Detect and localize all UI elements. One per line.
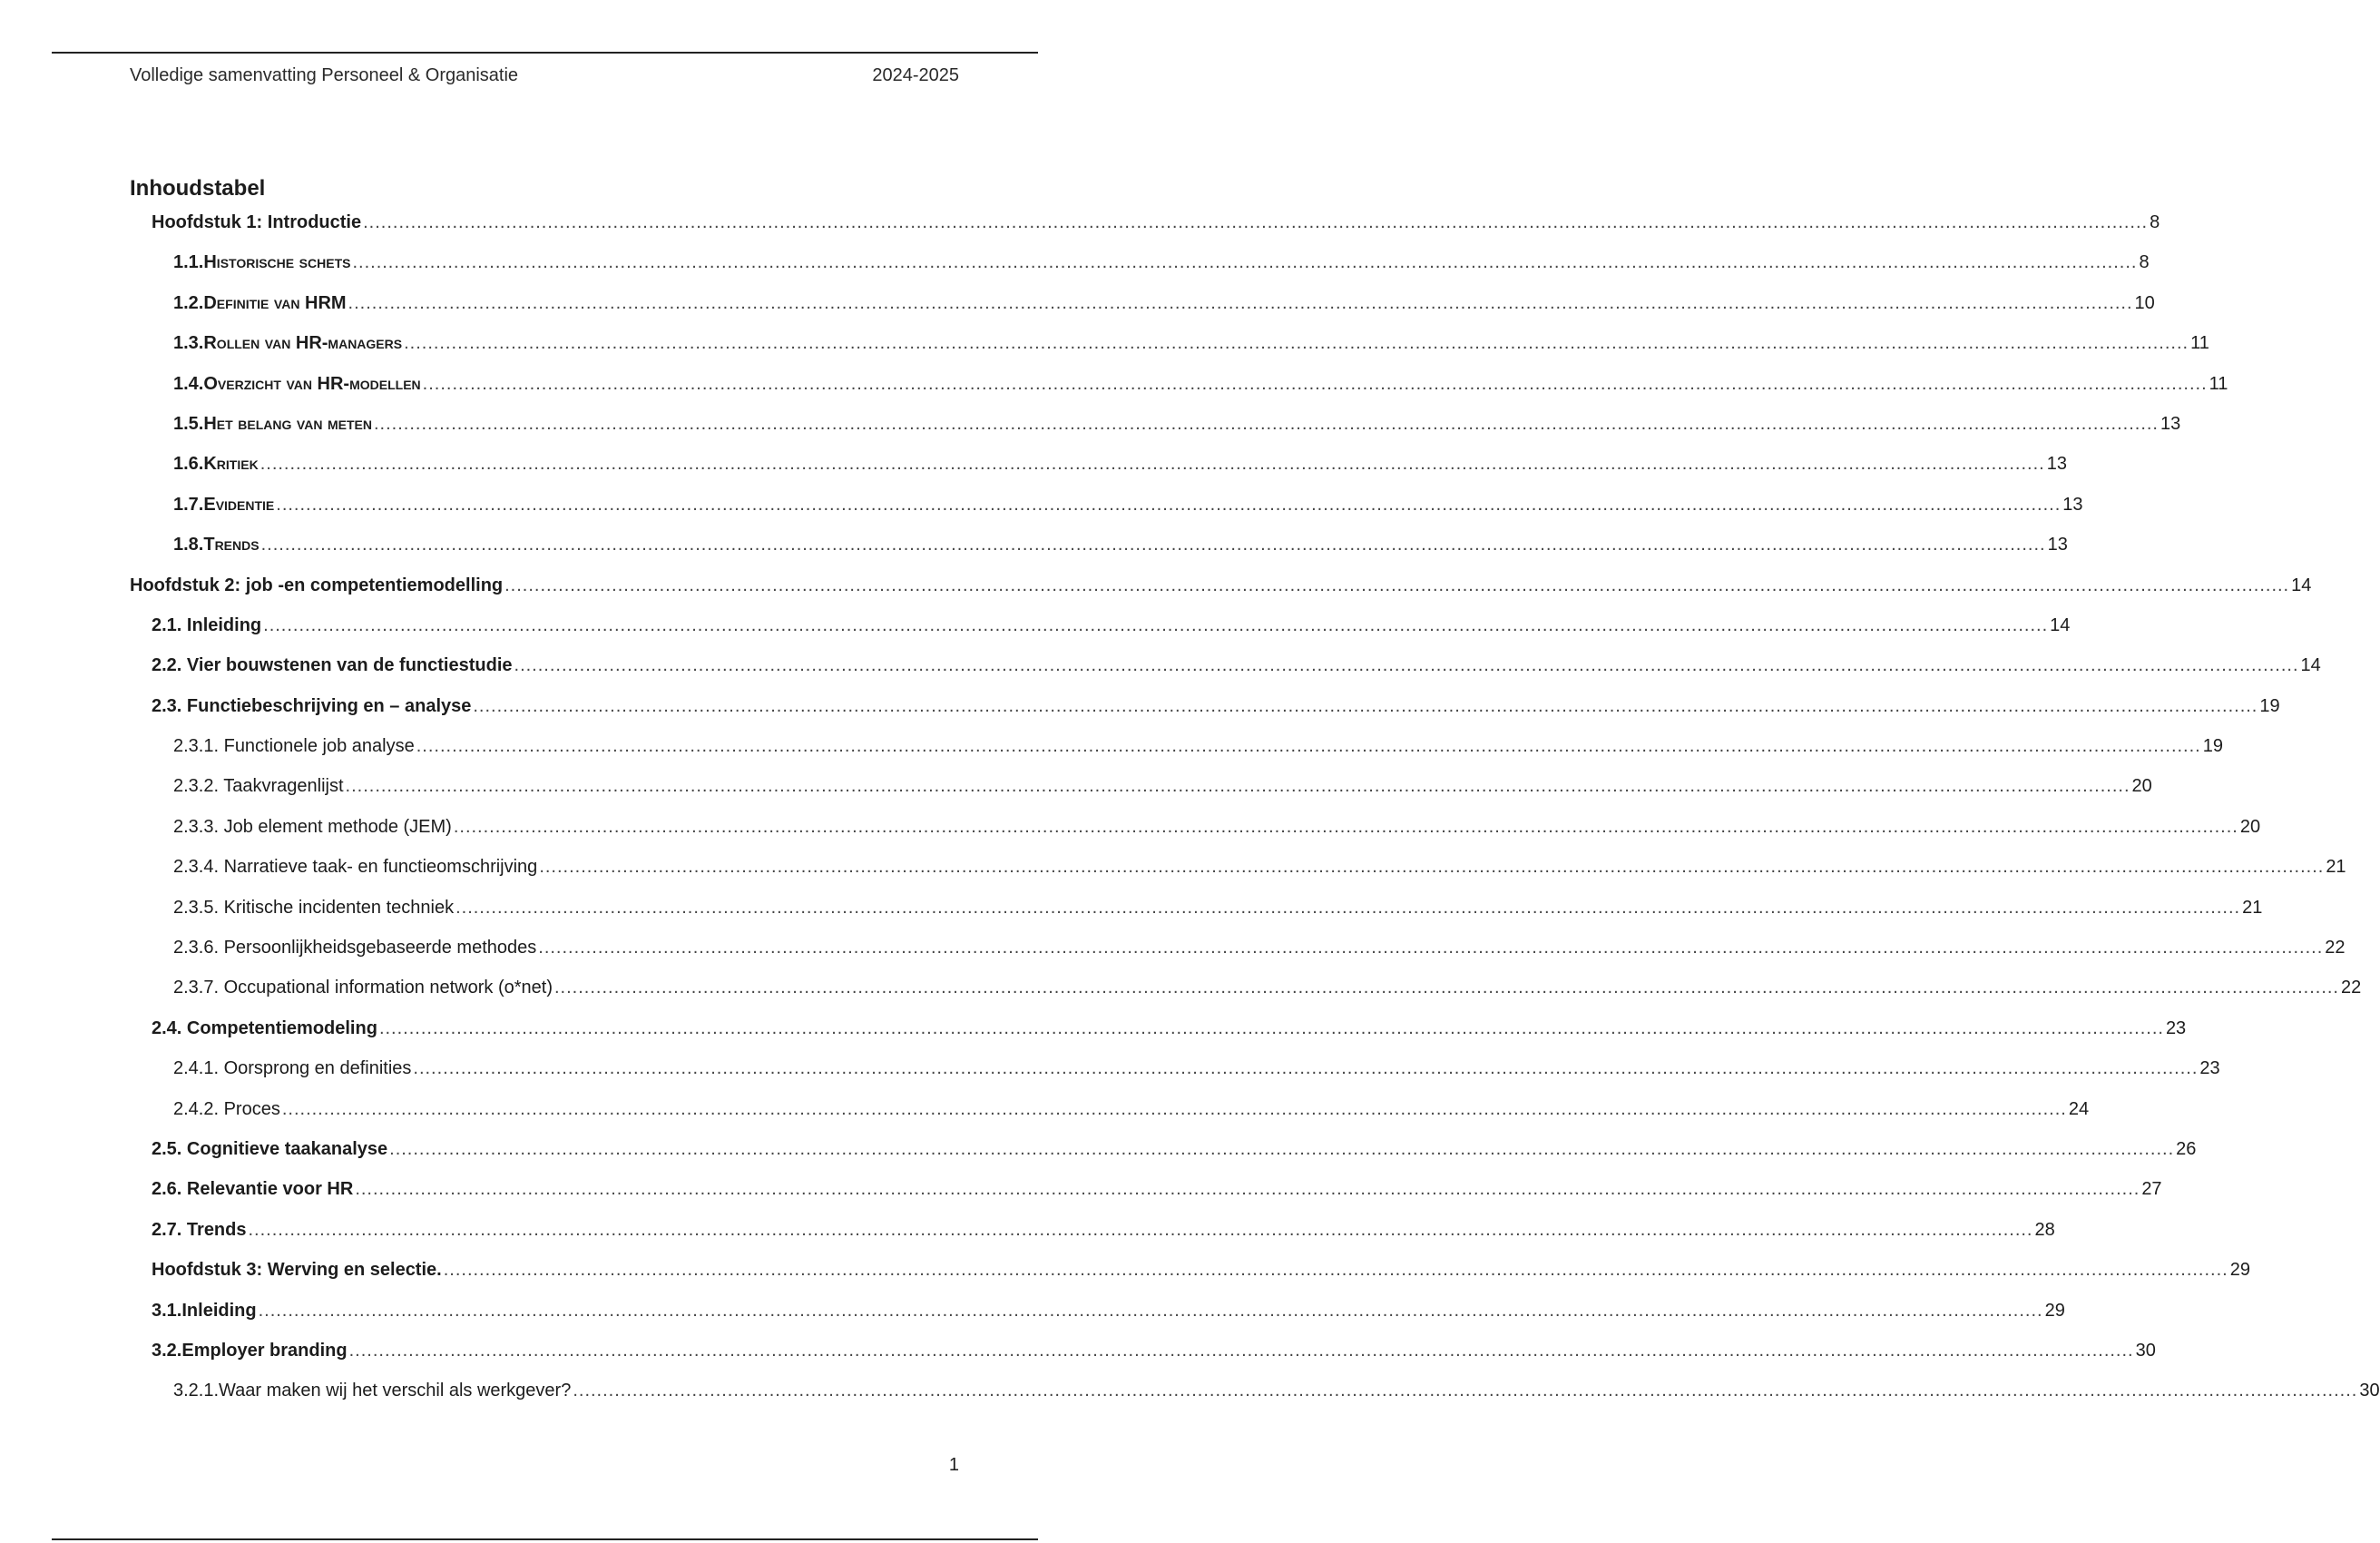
toc-entry-page: 29 [2044, 1300, 2065, 1321]
toc-entry-label: Evidentie [203, 494, 275, 515]
toc-entry-page: 30 [2135, 1340, 2156, 1361]
toc-dot-leader: ............................................................................................................................................................................................................................................................................................................ [374, 413, 2159, 434]
toc-entry-label: 2.2. Vier bouwstenen van de functiestudie [152, 655, 513, 676]
toc-entry-number: 1.6. [173, 454, 204, 475]
toc-entry[interactable] [0, 973, 2362, 1013]
toc-dot-leader: ............................................................................................................................................................................................................................................................................................................ [443, 1260, 2228, 1281]
toc-entry-page: 11 [2209, 373, 2228, 394]
toc-entry-page: 13 [2062, 494, 2083, 515]
toc-entry-label: 2.4. Competentiemodeling [152, 1017, 377, 1038]
toc-entry-page: 10 [2134, 292, 2155, 313]
toc-entry-label: Trends [203, 535, 260, 555]
toc-entry-label: 2.4.2. Proces [173, 1098, 280, 1119]
toc-entry[interactable] [0, 329, 2209, 369]
toc-entry[interactable] [0, 812, 2261, 852]
toc-entry[interactable] [0, 1336, 2156, 1376]
toc-dot-leader: ............................................................................................................................................................................................................................................................................................................ [416, 736, 2201, 757]
toc-dot-leader: ............................................................................................................................................................................................................................................................................................................ [348, 292, 2133, 313]
toc-entry-label: 2.3.7. Occupational information network (o*net) [173, 978, 553, 998]
toc-entry[interactable] [0, 208, 2160, 248]
toc-dot-leader: ............................................................................................................................................................................................................................................................................................................ [276, 494, 2062, 515]
toc-entry-number: 1.7. [173, 494, 204, 515]
toc-entry[interactable] [0, 1095, 2090, 1135]
toc-entry-number: 1.3. [173, 333, 204, 354]
toc-entry-label: Het belang van meten [203, 413, 372, 434]
toc-entry-page: 13 [2046, 454, 2067, 475]
toc-dot-leader: ............................................................................................................................................................................................................................................................................................................ [404, 333, 2189, 354]
toc-entry-page: 14 [2050, 614, 2071, 635]
toc-entry-label: Inleiding [181, 1300, 257, 1321]
toc-entry[interactable] [0, 1215, 2055, 1255]
toc-entry-number: 1.5. [173, 413, 204, 434]
toc-entry-label: Rollen van HR-managers [203, 333, 403, 354]
page-header [130, 65, 959, 86]
toc-entry-page: 8 [2150, 212, 2160, 232]
toc-entry-page: 21 [2242, 897, 2263, 918]
toc-dot-leader: ............................................................................................................................................................................................................................................................................................................ [554, 978, 2339, 998]
toc-title: Inhoudstabel [130, 176, 266, 201]
toc-entry-page: 24 [2068, 1098, 2090, 1119]
toc-entry-page: 14 [2291, 575, 2312, 595]
toc-entry[interactable] [0, 1376, 2380, 1416]
toc-dot-leader: ............................................................................................................................................................................................................................................................................................................ [453, 816, 2238, 837]
header-rule [52, 52, 1038, 54]
toc-entry-label: 2.1. Inleiding [152, 614, 262, 635]
toc-entry-page: 19 [2259, 695, 2280, 716]
toc-entry-label: Waar maken wij het verschil als werkgever? [219, 1381, 572, 1401]
toc-entry-page: 30 [2359, 1381, 2380, 1401]
toc-entry-label: 2.3.3. Job element methode (JEM) [173, 816, 452, 837]
toc-dot-leader: ............................................................................................................................................................................................................................................................................................................ [363, 212, 2149, 232]
toc-entry-page: 19 [2202, 736, 2223, 757]
toc-dot-leader: ............................................................................................................................................................................................................................................................................................................ [455, 897, 2241, 918]
toc-entry[interactable] [0, 248, 2150, 288]
toc-entry-label: 2.3. Functiebeschrijving en – analyse [152, 695, 472, 716]
toc-entry-page: 23 [2165, 1017, 2187, 1038]
toc-entry-page: 22 [2325, 938, 2346, 958]
toc-entry[interactable] [0, 1054, 2220, 1094]
toc-entry-number: 1.1. [173, 252, 204, 273]
toc-dot-leader: ............................................................................................................................................................................................................................................................................................................ [263, 614, 2049, 635]
toc-entry[interactable] [0, 369, 2228, 409]
toc-dot-leader: ............................................................................................................................................................................................................................................................................................................ [514, 655, 2299, 676]
toc-entry[interactable] [0, 933, 2346, 973]
toc-entry-label: 2.3.1. Functionele job analyse [173, 736, 415, 757]
toc-entry[interactable] [0, 571, 2312, 611]
toc-entry-label: Historische schets [203, 252, 351, 273]
toc-dot-leader: ............................................................................................................................................................................................................................................................................................................ [389, 1138, 2175, 1159]
toc-dot-leader: ............................................................................................................................................................................................................................................................................................................ [348, 1340, 2134, 1361]
toc-entry[interactable] [0, 611, 2071, 651]
toc-entry[interactable] [0, 409, 2181, 449]
toc-dot-leader: ............................................................................................................................................................................................................................................................................................................ [260, 454, 2045, 475]
toc-entry[interactable] [0, 530, 2068, 570]
toc-dot-leader: ............................................................................................................................................................................................................................................................................................................ [258, 1300, 2043, 1321]
toc-entry-page: 11 [2190, 333, 2209, 354]
toc-entry-label: Kritiek [203, 454, 259, 475]
toc-dot-leader: ............................................................................................................................................................................................................................................................................................................ [352, 252, 2138, 273]
toc-entry-label: Employer branding [181, 1340, 348, 1361]
toc-entry[interactable] [0, 1014, 2187, 1054]
toc-dot-leader: ............................................................................................................................................................................................................................................................................................................ [248, 1219, 2033, 1240]
toc-entry-label: 2.3.5. Kritische incidenten techniek [173, 897, 455, 918]
toc-dot-leader: ............................................................................................................................................................................................................................................................................................................ [378, 1017, 2164, 1038]
toc-dot-leader: ............................................................................................................................................................................................................................................................................................................ [260, 535, 2046, 555]
toc-entry-label: Hoofdstuk 3: Werving en selectie. [152, 1260, 442, 1281]
toc-entry[interactable] [0, 852, 2346, 892]
toc-entry[interactable] [0, 289, 2155, 329]
toc-entry-number: 1.2. [173, 292, 204, 313]
toc-entry[interactable] [0, 893, 2263, 933]
toc-dot-leader: ............................................................................................................................................................................................................................................................................................................ [355, 1179, 2140, 1200]
toc-dot-leader: ............................................................................................................................................................................................................................................................................................................ [538, 938, 2324, 958]
toc-entry[interactable] [0, 692, 2280, 732]
toc-entry-number: 3.2. [152, 1340, 182, 1361]
toc-entry[interactable] [0, 772, 2152, 811]
toc-dot-leader: ............................................................................................................................................................................................................................................................................................................ [413, 1058, 2199, 1079]
toc-entry-page: 13 [2160, 413, 2181, 434]
toc-entry-page: 20 [2239, 816, 2261, 837]
toc-entry-label: 2.3.2. Taakvragenlijst [173, 776, 344, 797]
toc-entry-label: Definitie van HRM [203, 292, 347, 313]
toc-entry-label: Hoofdstuk 1: Introductie [152, 212, 362, 232]
toc-entry-label: 2.3.6. Persoonlijkheidsgebaseerde methodes [173, 938, 537, 958]
toc-dot-leader: ............................................................................................................................................................................................................................................................................................................ [539, 857, 2325, 878]
toc-dot-leader: ............................................................................................................................................................................................................................................................................................................ [422, 373, 2208, 394]
toc-entry-label: 2.6. Relevantie voor HR [152, 1179, 354, 1200]
toc-entry-page: 26 [2176, 1138, 2197, 1159]
toc-entry[interactable] [0, 1135, 2197, 1174]
toc-entry[interactable] [0, 1174, 2162, 1214]
toc-dot-leader: ............................................................................................................................................................................................................................................................................................................ [473, 695, 2258, 716]
toc-entry-page: 23 [2199, 1058, 2220, 1079]
toc-entry-page: 29 [2229, 1260, 2250, 1281]
toc-entry[interactable] [0, 1296, 2065, 1336]
table-of-contents [0, 208, 2380, 1417]
toc-entry-label: 2.4.1. Oorsprong en definities [173, 1058, 412, 1079]
toc-dot-leader: ............................................................................................................................................................................................................................................................................................................ [573, 1381, 2358, 1401]
toc-entry-label: Hoofdstuk 2: job -en competentiemodelling [130, 575, 504, 595]
toc-dot-leader: ............................................................................................................................................................................................................................................................................................................ [281, 1098, 2067, 1119]
toc-entry-number: 3.1. [152, 1300, 182, 1321]
toc-entry[interactable] [0, 651, 2321, 691]
toc-dot-leader: ............................................................................................................................................................................................................................................................................................................ [345, 776, 2130, 797]
toc-entry[interactable] [0, 490, 2083, 530]
toc-entry-page: 14 [2300, 655, 2321, 676]
toc-entry-page: 27 [2141, 1179, 2162, 1200]
toc-entry-number: 1.8. [173, 535, 204, 555]
toc-entry-page: 21 [2326, 857, 2346, 878]
toc-entry-page: 13 [2047, 535, 2068, 555]
toc-entry[interactable] [0, 732, 2223, 772]
toc-entry[interactable] [0, 1255, 2250, 1295]
page-number: 1 [948, 1455, 959, 1475]
toc-entry-label: 2.7. Trends [152, 1219, 247, 1240]
academic-year: 2024-2025 [872, 65, 959, 85]
toc-entry-label: 2.3.4. Narratieve taak- en functieomschrijving [173, 857, 538, 878]
toc-entry-label: 2.5. Cognitieve taakanalyse [152, 1138, 388, 1159]
toc-entry-page: 20 [2131, 776, 2152, 797]
toc-entry-label: Overzicht van HR-modellen [203, 373, 421, 394]
toc-entry-number: 3.2.1. [173, 1381, 220, 1401]
toc-entry-page: 22 [2341, 978, 2362, 998]
toc-entry-number: 1.4. [173, 373, 204, 394]
toc-entry-page: 8 [2139, 252, 2150, 273]
footer-rule [52, 1538, 1038, 1540]
document-title: Volledige samenvatting Personeel & Organisatie [130, 65, 519, 85]
toc-entry[interactable] [0, 449, 2067, 489]
toc-entry-page: 28 [2034, 1219, 2055, 1240]
toc-dot-leader: ............................................................................................................................................................................................................................................................................................................ [504, 575, 2290, 595]
